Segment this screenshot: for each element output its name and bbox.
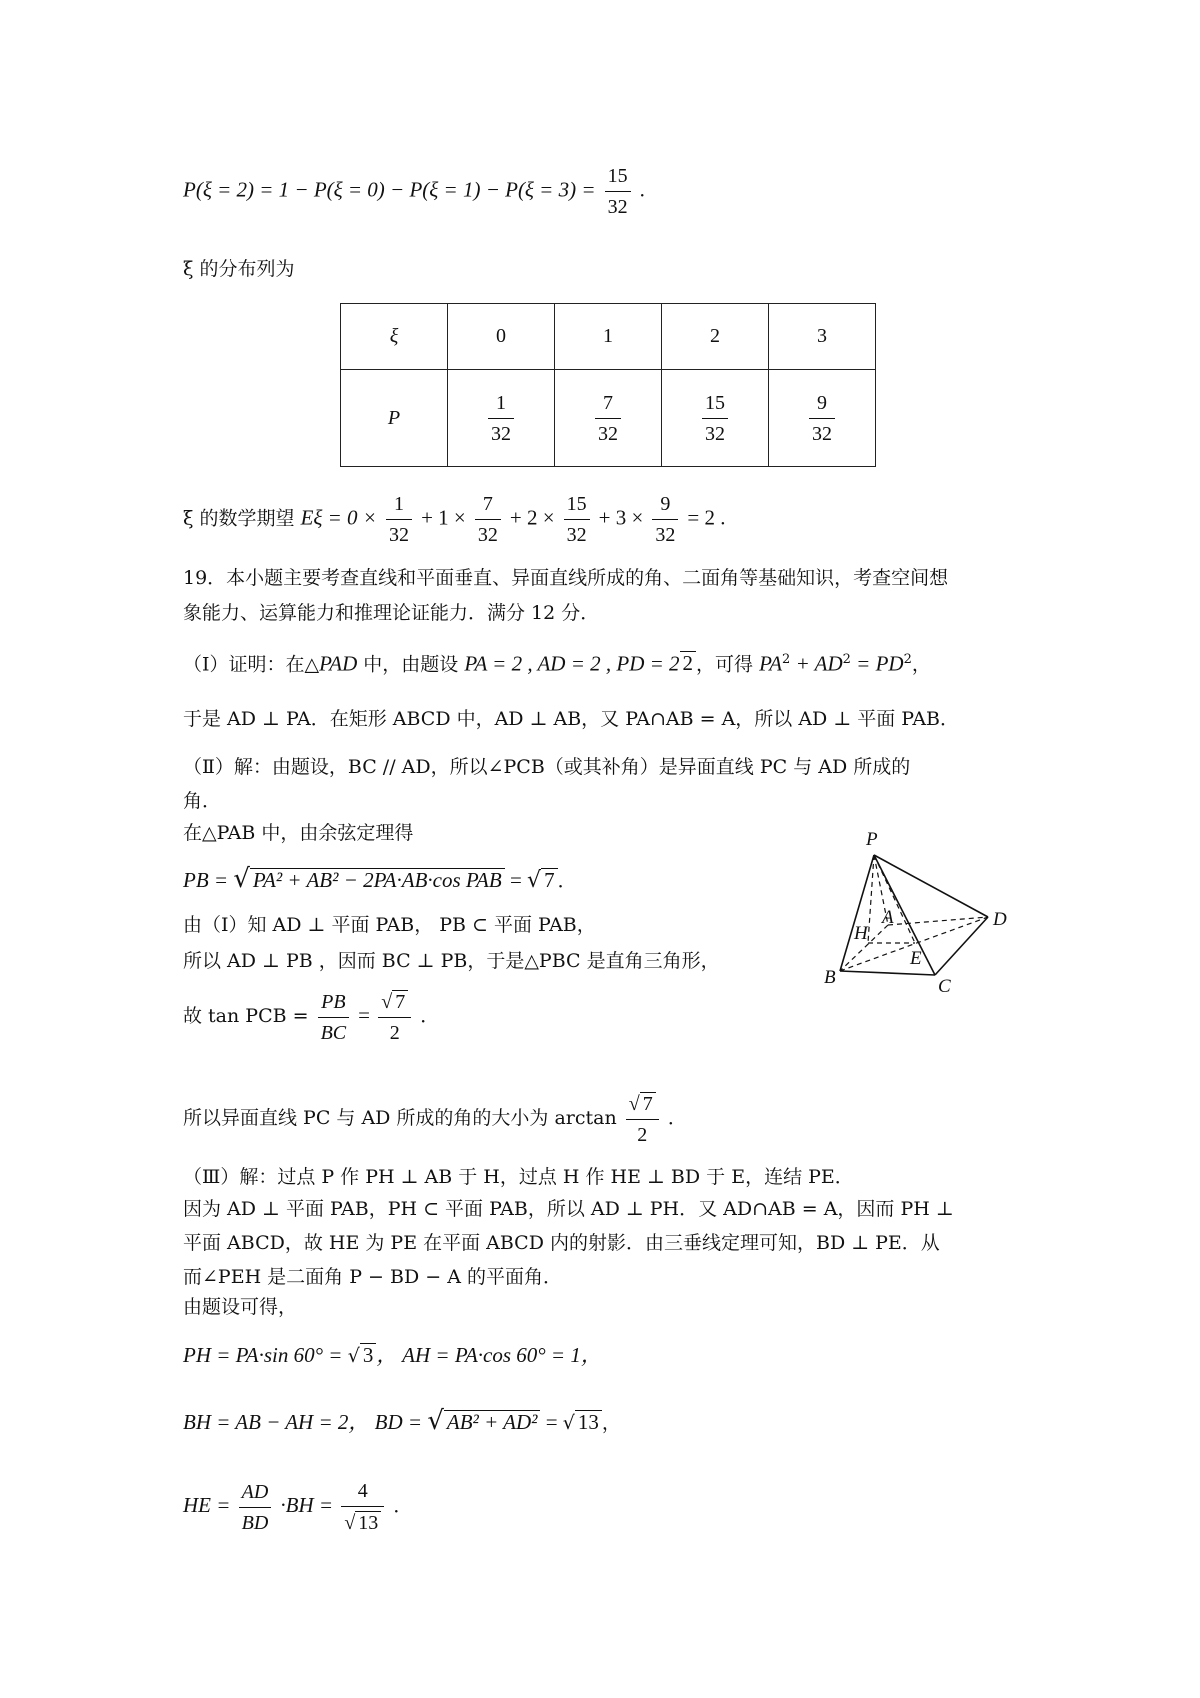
- table-cell: 0: [448, 304, 555, 370]
- edge-bc: [840, 971, 935, 975]
- bh-bd-line: BH = AB − AH = 2， BD = √ AB² + AD² = √ 13 ，: [183, 1406, 621, 1436]
- q19-intro-2: 象能力、运算能力和推理论证能力．满分 12 分．: [183, 602, 600, 624]
- part2-line6: 所以 AD ⊥ PB ，因而 BC ⊥ PB，于是△PBC 是直角三角形，: [183, 950, 720, 972]
- pyramid-figure: [810, 825, 1010, 995]
- table-cell: $\frac{1}{32}$: [448, 370, 555, 467]
- label-a: A: [882, 907, 894, 928]
- part1-line2: 于是 AD ⊥ PA．在矩形 ABCD 中，AD ⊥ AB，又 PA∩AB = A，所以 AD ⊥ 平面 PAB．: [183, 708, 960, 730]
- part2-line3: 在△PAB 中，由余弦定理得: [183, 822, 414, 844]
- he-line: HE = $\frac{AD}{BD}$ ·BH = $\frac{4}{√ 13}$ ．: [183, 1480, 413, 1534]
- dist-title: ξ 的分布列为: [183, 258, 295, 280]
- tan-line: 故 tan PCB = $\frac{PB}{BC}$ = $\frac{√ 7}{2}$ ．: [183, 990, 440, 1044]
- label-e: E: [910, 948, 922, 969]
- sqrt: 2: [680, 651, 697, 674]
- table-row: [341, 304, 876, 370]
- part2-line5: 由（Ⅰ）知 AD ⊥ 平面 PAB， PB ⊂ 平面 PAB，: [183, 914, 596, 936]
- label-d: D: [993, 909, 1007, 930]
- table-cell: P: [341, 370, 448, 467]
- table-cell: 2: [662, 304, 769, 370]
- table-cell: ξ: [341, 304, 448, 370]
- part2-line2: 角．: [183, 790, 222, 812]
- pb-equation: PB = √ PA² + AB² − 2PA·AB·cos PAB = √ 7 ．: [183, 864, 577, 894]
- expectation-line: ξ 的数学期望 Eξ = 0 × $\frac{1}{32}$ + 1 × $\frac{7}{32}$ + 2 × $\frac{15}{32}$ + 3 × $\frac{9}{32}$ = 2 .: [183, 493, 726, 546]
- label-c: C: [938, 976, 951, 995]
- table-cell: 1: [555, 304, 662, 370]
- part3-line2: 因为 AD ⊥ 平面 PAB，PH ⊂ 平面 PAB，所以 AD ⊥ PH．又 AD∩AB = A，因而 PH ⊥: [183, 1198, 954, 1220]
- table-cell: $\frac{15}{32}$: [662, 370, 769, 467]
- edge-pb: [840, 855, 874, 971]
- distribution-table: [340, 303, 876, 467]
- label-h: H: [854, 923, 868, 944]
- part3-line3: 平面 ABCD，故 HE 为 PE 在平面 ABCD 内的射影．由三垂线定理可知，BD ⊥ PE．从: [183, 1232, 940, 1254]
- part2-line1: （Ⅱ）解：由题设，BC // AD，所以∠PCB（或其补角）是异面直线 PC 与 AD 所成的: [183, 756, 911, 778]
- edge-ad: [888, 917, 988, 925]
- q19-intro-1: 19．本小题主要考查直线和平面垂直、异面直线所成的角、二面角等基础知识，考查空间想: [183, 567, 949, 589]
- part3-line5: 由题设可得，: [183, 1296, 298, 1318]
- edge-cd: [935, 917, 988, 975]
- label-b: B: [824, 967, 836, 988]
- table-cell: $\frac{7}{32}$: [555, 370, 662, 467]
- table-cell: 3: [769, 304, 876, 370]
- part1-line1: （Ⅰ）证明：在△PAD 中，由题设 PA = 2 , AD = 2 , PD = 2 2 ，可得 $PA^2 + AD^2 = PD^2$，: [183, 651, 931, 676]
- label-p: P: [866, 829, 878, 850]
- table-cell: $\frac{9}{32}$: [769, 370, 876, 467]
- arctan-line: 所以异面直线 PC 与 AD 所成的角的大小为 arctan $\frac{√ 7}{2}$ ．: [183, 1093, 687, 1146]
- part3-line1: （Ⅲ）解：过点 P 作 PH ⊥ AB 于 H，过点 H 作 HE ⊥ BD 于 E，连结 PE．: [183, 1166, 854, 1188]
- edge-ph: [868, 855, 874, 943]
- line-p-xi-2: P(ξ = 2) = 1 − P(ξ = 0) − P(ξ = 1) − P(ξ = 3) = $\frac{15}{32}$ .: [183, 165, 645, 218]
- table-row: [341, 370, 876, 467]
- ph-ah-line: PH = PA·sin 60° = √ 3 ， AH = PA·cos 60° = 1，: [183, 1343, 602, 1367]
- fraction: $\frac{15}{32}$: [605, 165, 631, 218]
- part3-line4: 而∠PEH 是二面角 P − BD − A 的平面角．: [183, 1266, 562, 1288]
